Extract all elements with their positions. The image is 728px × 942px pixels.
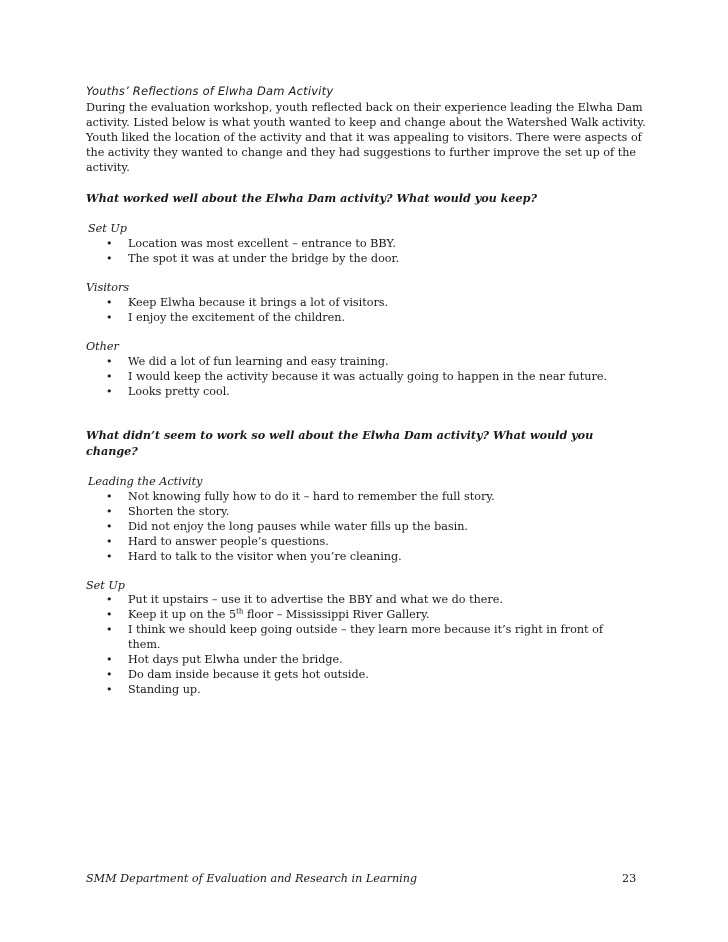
bullet-icon: •	[106, 550, 113, 563]
bullet-icon: •	[106, 490, 113, 503]
list-visitors	[0, 295, 608, 325]
bullet-icon: •	[106, 535, 113, 548]
bullet-icon: •	[106, 311, 113, 324]
bullet-icon: •	[106, 370, 113, 383]
section-title: Youths’ Reflections of Elwha Dam Activity	[86, 84, 334, 98]
list-item: • Keep it up on the 5th floor – Mississippi River Gallery.	[106, 607, 430, 621]
bullet-icon: •	[106, 653, 113, 666]
bullet-icon: •	[106, 593, 113, 606]
list-item: • Did not enjoy the long pauses while water fills up the basin.	[106, 520, 468, 533]
question-change: What didn’t seem to work so well about the Elwha Dam activity? What would you change?	[86, 428, 594, 458]
list-setup-keep	[0, 236, 608, 266]
list-item: • Hard to talk to the visitor when you’re cleaning.	[106, 550, 402, 563]
list-item: • Hard to answer people’s questions.	[106, 535, 329, 548]
list-item: • Shorten the story.	[106, 505, 230, 518]
list-item: • We did a lot of fun learning and easy training.	[106, 355, 389, 368]
bullet-icon: •	[106, 237, 113, 250]
list-item: • Location was most excellent – entrance to BBY.	[106, 237, 396, 250]
list-setup-change	[0, 592, 608, 697]
category-visitors: Visitors	[86, 281, 130, 294]
list-item: • I enjoy the excitement of the children.	[106, 311, 345, 324]
bullet-icon: •	[106, 252, 113, 265]
question-keep: What worked well about the Elwha Dam activity? What would you keep?	[86, 191, 538, 205]
list-item: • Keep Elwha because it brings a lot of visitors.	[106, 296, 389, 309]
list-leading	[0, 489, 608, 564]
bullet-icon: •	[106, 296, 113, 309]
category-other: Other	[86, 340, 119, 353]
category-setup-keep: Set Up	[88, 222, 127, 235]
list-item: • Do dam inside because it gets hot outside.	[106, 668, 369, 681]
bullet-icon: •	[106, 683, 113, 696]
list-item: • I would keep the activity because it was actually going to happen in the near future.	[106, 370, 607, 383]
bullet-icon: •	[106, 355, 113, 368]
bullet-icon: •	[106, 668, 113, 681]
list-item: • Not knowing fully how to do it – hard to remember the full story.	[106, 490, 495, 503]
bullet-icon: •	[106, 608, 113, 621]
page-number: 23	[622, 872, 637, 885]
list-item: • Put it upstairs – use it to advertise the BBY and what we do there.	[106, 593, 503, 606]
bullet-icon: •	[106, 385, 113, 398]
list-item: • Looks pretty cool.	[106, 385, 230, 398]
category-leading: Leading the Activity	[88, 475, 203, 488]
bullet-icon: •	[106, 623, 113, 636]
bullet-icon: •	[106, 505, 113, 518]
list-item: • I think we should keep going outside – they learn more because it’s right in front of them.	[106, 623, 603, 651]
list-item: • Standing up.	[106, 683, 201, 696]
category-setup-change: Set Up	[86, 579, 125, 592]
footer-department: SMM Department of Evaluation and Research in Learning	[86, 872, 418, 885]
list-item: • Hot days put Elwha under the bridge.	[106, 653, 343, 666]
intro-paragraph: During the evaluation workshop, youth reflected back on their experience leading the Elwha Dam activity. Listed below is what youth wanted to keep and change about the Watershed Walk activity. Youth liked the location of the activity and that it was appealing to visitors. There were aspects of the activity they wanted to change and they had suggestions to further improve the set up of the activity.	[86, 101, 646, 174]
list-item: • The spot it was at under the bridge by the door.	[106, 252, 400, 265]
bullet-icon: •	[106, 520, 113, 533]
list-other	[0, 354, 608, 399]
